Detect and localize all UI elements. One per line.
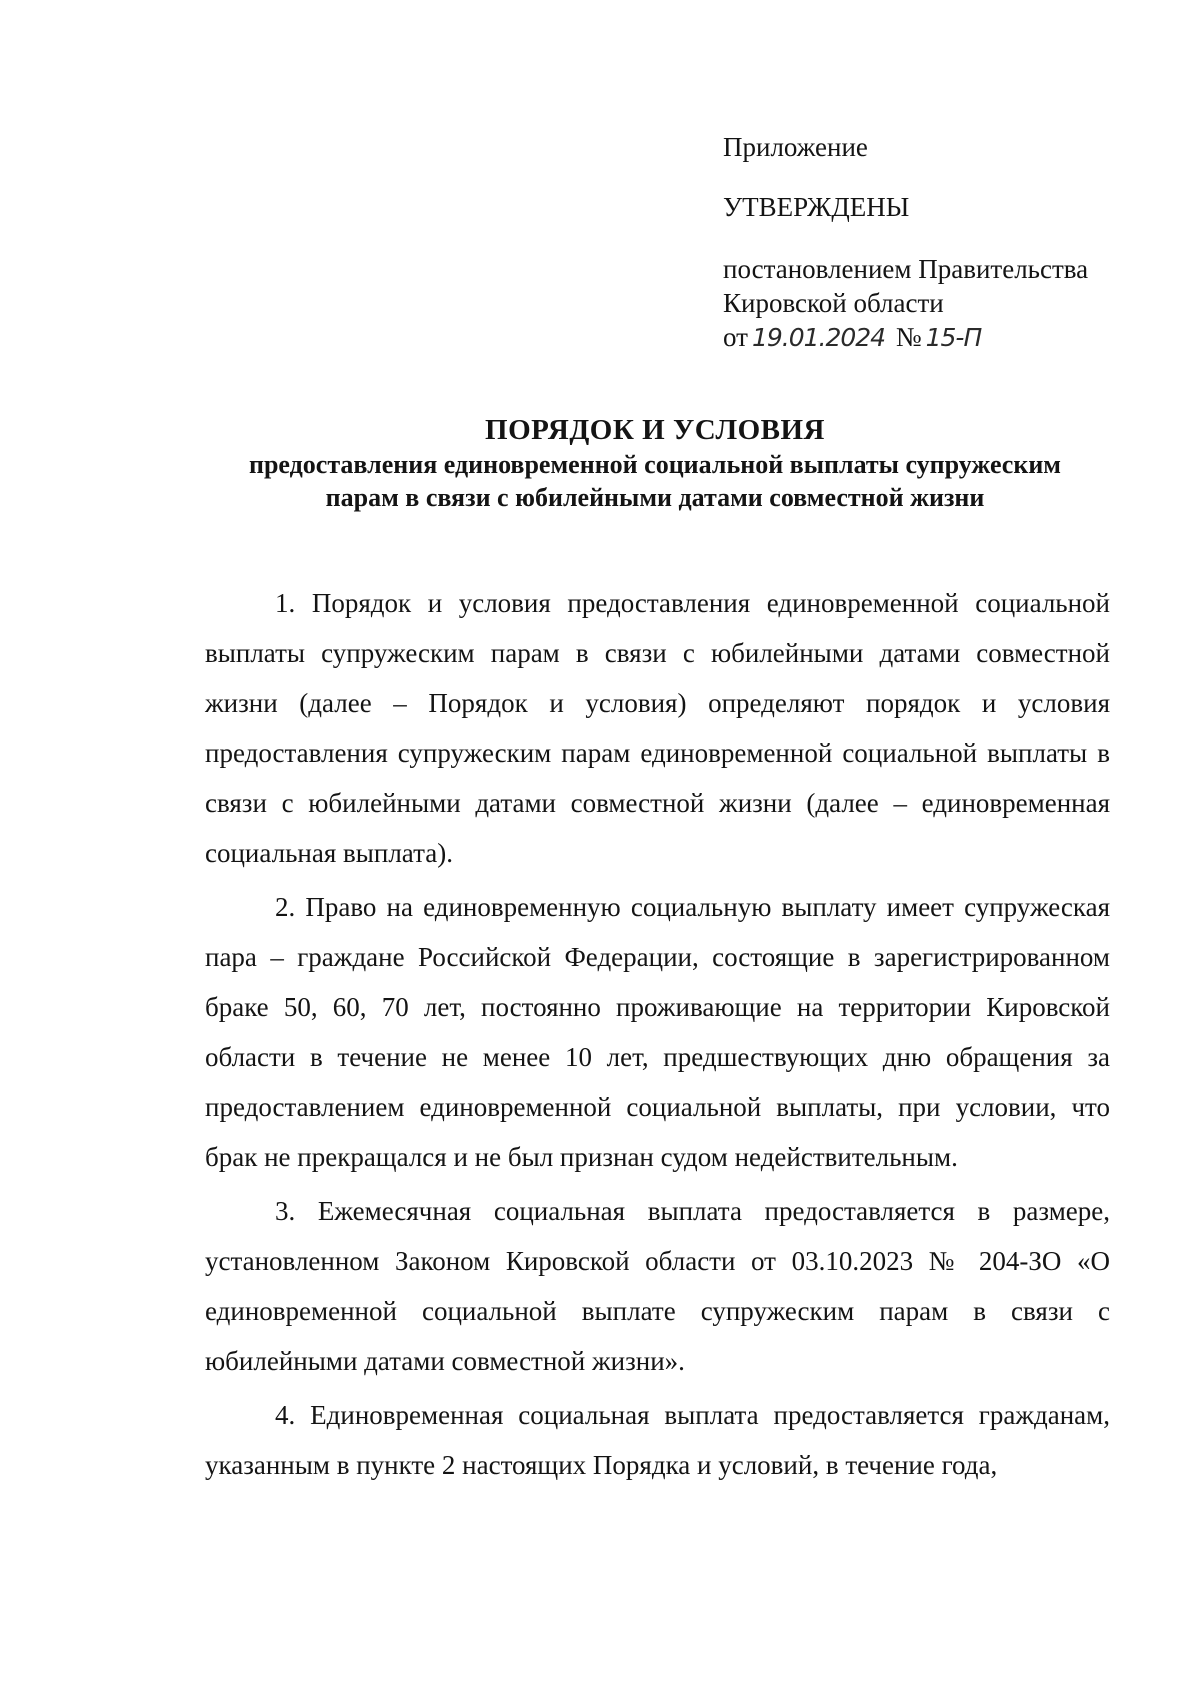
approved-label: УТВЕРЖДЕНЫ	[723, 192, 910, 222]
document-body	[205, 578, 1110, 1494]
approval-date-line	[723, 320, 1183, 355]
handwritten-date: 19.01.2024	[751, 323, 886, 352]
document-title: ПОРЯДОК И УСЛОВИЯ	[485, 414, 825, 446]
document-subtitle-line-2: парам в связи с юбилейными датами совместной жизни	[325, 483, 985, 512]
document-heading	[160, 412, 1150, 514]
appendix-label: Приложение	[723, 132, 868, 162]
paragraph-3: 3. Ежемесячная социальная выплата предоставляется в размере, установленном Законом Кировской области от 03.10.2023 № 204-ЗО «О единовременной социальной выплате супружеским парам в связи с юбилейными датами совместной жизни».	[205, 1196, 1110, 1376]
paragraph-4: 4. Единовременная социальная выплата предоставляется гражданам, указанным в пункте 2 настоящих Порядка и условий, в течение года,	[205, 1400, 1110, 1480]
number-prefix: №	[895, 322, 922, 352]
date-prefix: от	[723, 322, 748, 352]
document-subtitle-line-1: предоставления единовременной социальной выплаты супружеским	[248, 450, 1062, 479]
approval-block	[723, 130, 1183, 355]
handwritten-number: 15-П	[925, 323, 982, 352]
paragraph-1: 1. Порядок и условия предоставления единовременной социальной выплаты супружеским парам в связи с юбилейными датами совместной жизни (далее – Порядок и условия) определяют порядок и условия предоставления супружеским парам единовременной социальной выплаты в связи с юбилейными датами совместной жизни (далее – единовременная социальная выплата).	[205, 588, 1110, 868]
approved-by-line-1: постановлением Правительства	[723, 254, 1089, 284]
paragraph-2: 2. Право на единовременную социальную выплату имеет супружеская пара – граждане Российской Федерации, состоящие в зарегистрированном браке 50, 60, 70 лет, постоянно проживающие на территории Кировской области в течение не менее 10 лет, предшествующих дню обращения за предоставлением единовременной социальной выплаты, при условии, что брак не прекращался и не был признан судом недействительным.	[205, 892, 1110, 1172]
approved-by-line-2: Кировской области	[723, 288, 944, 318]
